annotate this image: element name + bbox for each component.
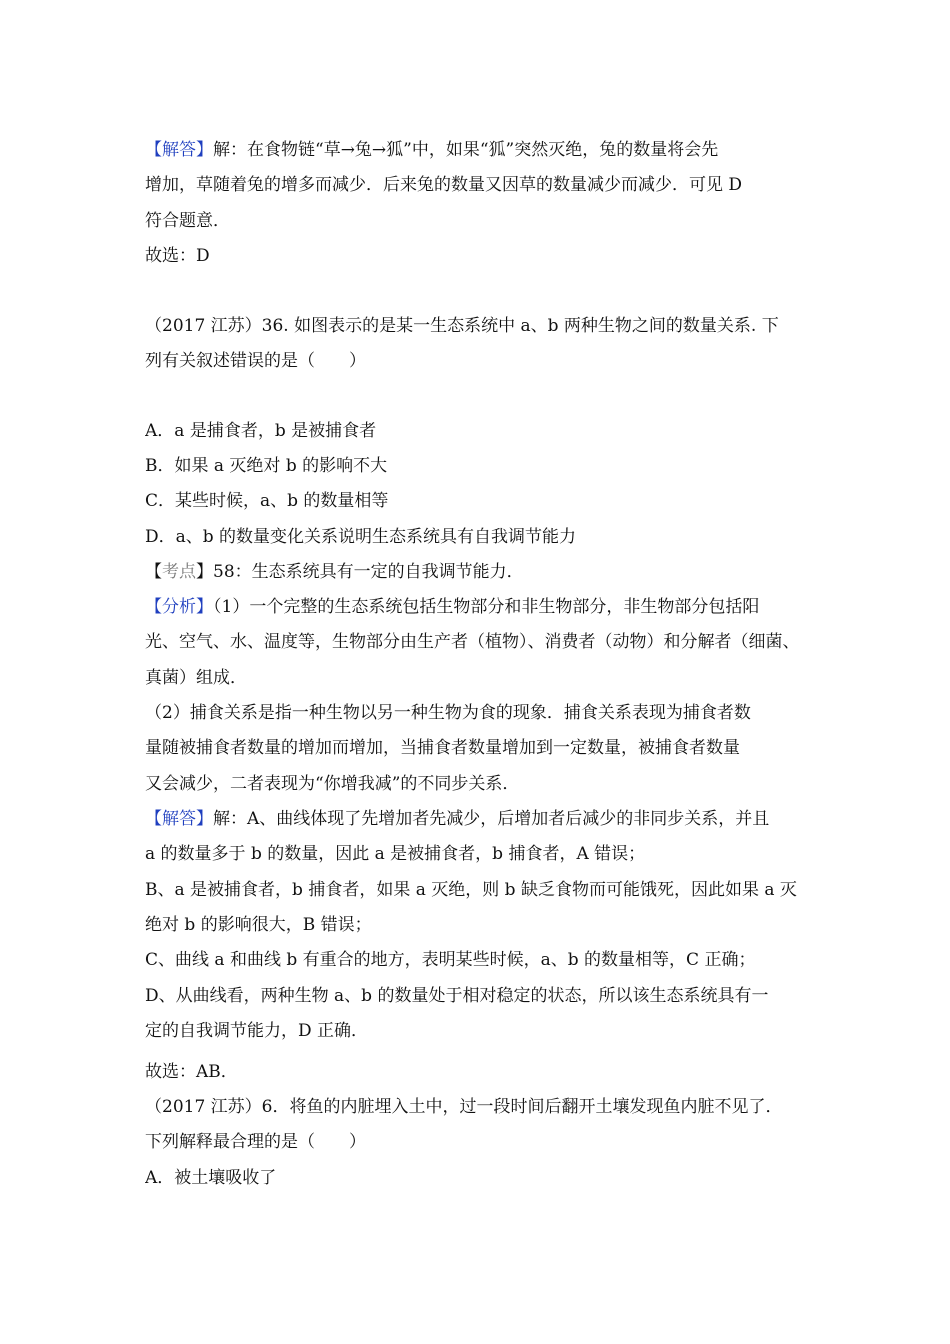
- option-b: B．如果 a 灭绝对 b 的影响不大: [145, 456, 388, 476]
- analysis-line: 又会减少，二者表现为“你增我减”的不同步关系．: [145, 774, 520, 794]
- analysis-line: 光、空气、水、温度等，生物部分由生产者（植物）、消费者（动物）和分解者（细菌、: [145, 632, 800, 652]
- analysis-line: （2）捕食关系是指一种生物以另一种生物为食的现象．捕食关系表现为捕食者数: [145, 703, 751, 723]
- option-c: C．某些时候，a、b 的数量相等: [145, 491, 389, 511]
- point-line: 【考点】58：生态系统具有一定的自我调节能力．: [145, 562, 524, 582]
- answer-tag: 【解答】: [145, 140, 213, 160]
- answer-choice-line: 故选：AB．: [145, 1062, 238, 1082]
- question-36-stem: 列有关叙述错误的是（ ）: [145, 351, 366, 371]
- point-tag: 考点: [162, 562, 196, 582]
- answer-line: C、曲线 a 和曲线 b 有重合的地方，表明某些时候，a、b 的数量相等，C 正确；: [145, 950, 756, 970]
- answer-line: 绝对 b 的影响很大，B 错误；: [145, 915, 372, 935]
- answer-line: D、从曲线看，两种生物 a、b 的数量处于相对稳定的状态，所以该生态系统具有一: [145, 986, 769, 1006]
- answer-line: B、a 是被捕食者，b 捕食者，如果 a 灭绝，则 b 缺乏食物而可能饿死，因此如果 a 灭: [145, 880, 797, 900]
- option-d: D．a、b 的数量变化关系说明生态系统具有自我调节能力: [145, 527, 577, 547]
- question-6-stem: （2017 江苏）6．将鱼的内脏埋入土中，过一段时间后翻开土壤发现鱼内脏不见了．: [145, 1097, 783, 1117]
- answer-tag: 【解答】: [145, 809, 213, 829]
- answer-line: 【解答】解：A、曲线体现了先增加者先减少，后增加者后减少的非同步关系，并且: [145, 809, 770, 829]
- analysis-line: 【分析】（1）一个完整的生态系统包括生物部分和非生物部分，非生物部分包括阳: [145, 597, 760, 617]
- answer-line: 定的自我调节能力，D 正确．: [145, 1021, 369, 1041]
- answer-line: 增加，草随着兔的增多而减少．后来兔的数量又因草的数量减少而减少．可见 D: [145, 175, 743, 195]
- answer-line: 符合题意．: [145, 211, 230, 231]
- answer-choice-line: 故选：D: [145, 246, 210, 266]
- option-a: A．a 是捕食者，b 是被捕食者: [145, 421, 377, 441]
- answer-line: a 的数量多于 b 的数量，因此 a 是被捕食者，b 捕食者，A 错误；: [145, 844, 646, 864]
- answer-line: 【解答】解：在食物链“草→兔→狐”中，如果“狐”突然灭绝，兔的数量将会先: [145, 140, 719, 160]
- question-6-stem: 下列解释最合理的是（ ）: [145, 1132, 366, 1152]
- question-36-stem: （2017 江苏）36. 如图表示的是某一生态系统中 a、b 两种生物之间的数量关系. 下: [145, 316, 779, 336]
- analysis-line: 真菌）组成．: [145, 668, 247, 688]
- analysis-line: 量随被捕食者数量的增加而增加，当捕食者数量增加到一定数量，被捕食者数量: [145, 738, 740, 758]
- analysis-tag: 【分析】: [145, 597, 213, 617]
- option-a: A．被土壤吸收了: [145, 1168, 277, 1188]
